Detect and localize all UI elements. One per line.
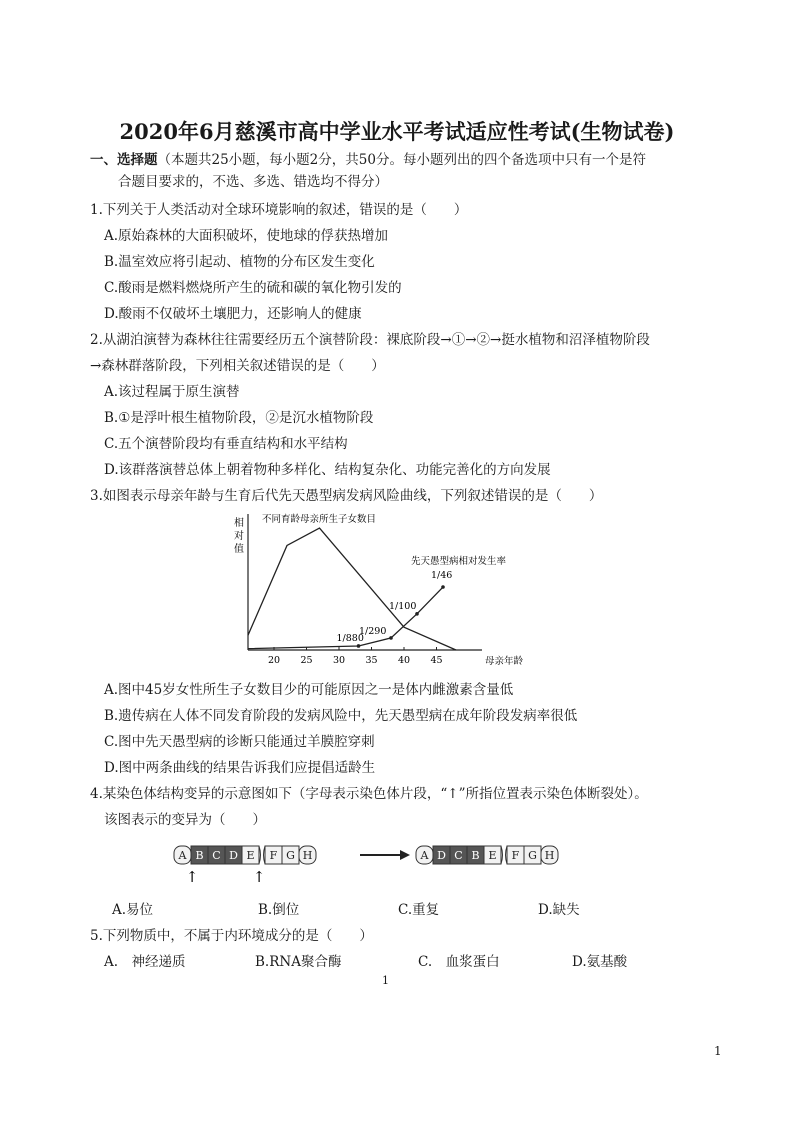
chromosome-segment-label: A [178,849,187,862]
centromere [259,846,265,864]
rate-annotation: 1/880 [336,632,364,644]
break-point-arrow-left: ↑ [185,868,199,886]
y-axis-label-char: 值 [234,544,244,555]
section-description-cont: 合题目要求的，不选、多选、错选均不得分） [118,174,388,190]
q4-stem: 4.某染色体结构变异的示意图如下（字母表示染色体片段，“↑”所指位置表示染色体断裂处）。 [90,786,648,802]
q3-option-a: A.图中45岁女性所生子女数目少的可能原因之一是体内雌激素含量低 [104,682,514,698]
q3-option-b: B.遗传病在人体不同发育阶段的发病风险中，先天愚型病在成年阶段发病率很低 [104,708,578,724]
q5-option-c: C. 血浆蛋白 [418,954,500,970]
chromosome-segment-label: G [286,849,295,862]
q4-stem-cont: 该图表示的变异为（ ） [104,812,266,828]
rate-annotation: 1/290 [359,625,387,637]
rate-data-point [415,612,419,616]
page-number-inner: 1 [382,974,389,987]
y-axis-label [234,516,244,555]
chromosome-segment-label: B [195,849,204,862]
rate-data-point [357,644,361,648]
q2-option-d: D.该群落演替总体上朝着物种多样化、结构复杂化、功能完善化的方向发展 [104,462,551,478]
chromosome-segment-label: G [528,849,537,862]
transform-arrow-head [400,850,410,860]
q2-stem: 2.从湖泊演替为森林往往需要经历五个演替阶段：裸底阶段→①→②→挺水植物和沼泽植物阶段 [90,332,650,348]
q1-option-b: B.温室效应将引起动、植物的分布区发生变化 [104,254,375,270]
x-tick-label: 30 [332,655,346,666]
series-children-count-label: 不同育龄母亲所生子女数目 [262,514,377,525]
q4-option-d: D.缺失 [538,902,580,918]
chromosome-segment-label: C [454,849,463,862]
q2-option-b: B.①是浮叶根生植物阶段，②是沉水植物阶段 [104,410,374,426]
section-description: （本题共25小题，每小题2分，共50分。每小题列出的四个备选项中只有一个是符 [157,152,646,168]
q5-stem: 5.下列物质中，不属于内环境成分的是（ ） [90,928,373,944]
section-heading: 一、选择题 [90,152,158,168]
q4-option-c: C.重复 [398,902,440,918]
chromosome-segment-label: H [544,849,555,862]
q4-option-b: B.倒位 [258,902,300,918]
age-risk-chart [228,508,528,673]
y-axis-label-char: 相 [234,518,244,529]
q3-option-c: C.图中先天愚型病的诊断只能通过羊膜腔穿刺 [104,734,375,750]
q5-option-d: D.氨基酸 [572,954,628,970]
chromosome-segment-label: C [212,849,221,862]
chromosome-segment-label: D [437,849,446,862]
rate-data-point [441,585,445,589]
q2-option-a: A.该过程属于原生演替 [104,384,240,400]
q1-stem: 1.下列关于人类活动对全球环境影响的叙述，错误的是（ ） [90,202,468,218]
chromosome-segment-label: H [302,849,313,862]
q3-option-d: D.图中两条曲线的结果告诉我们应提倡适龄生 [104,760,376,776]
section-heading-line [90,148,646,168]
chromosome-diagram [168,838,598,888]
q2-option-c: C.五个演替阶段均有垂直结构和水平结构 [104,436,348,452]
rate-annotation: 1/46 [431,570,453,582]
chromosome-segment-label: E [246,849,255,862]
transform-arrow [360,850,410,860]
y-axis-label-char: 对 [234,531,244,542]
series-children-count-line [248,528,456,650]
page-number-outer: 1 [714,1044,722,1058]
rate-data-point [389,636,393,640]
chromosome-after [416,846,558,864]
chromosome-segment-label: A [420,849,429,862]
centromere [501,846,507,864]
rate-annotation: 1/100 [389,600,417,612]
chromosome-segment-label: F [269,849,278,862]
chromosome-before [174,846,316,864]
break-point-arrow-right: ↑ [252,868,266,886]
q5-option-b: B.RNA聚合酶 [255,954,342,970]
chromosome-segment-label: B [471,849,480,862]
x-axis-label: 母亲年龄 [485,656,524,667]
chromosome-segment-label: F [511,849,520,862]
x-tick-label: 35 [365,655,378,666]
q4-option-a: A.易位 [112,902,154,918]
x-tick-label: 40 [397,655,411,666]
q1-option-c: C.酸雨是燃料燃烧所产生的硫和碳的氧化物引发的 [104,280,402,296]
x-tick-label: 45 [430,655,443,666]
q2-stem-cont: →森林群落阶段，下列相关叙述错误的是（ ） [90,358,385,374]
q1-option-a: A.原始森林的大面积破坏，使地球的俘获热增加 [104,228,389,244]
q3-stem: 3.如图表示母亲年龄与生育后代先天愚型病发病风险曲线，下列叙述错误的是（ ） [90,488,603,504]
series-down-syndrome-rate-label: 先天愚型病相对发生率 [411,556,507,568]
x-tick-label: 25 [300,655,313,666]
chromosome-segment-label: E [488,849,497,862]
q5-option-a: A. 神经递质 [104,954,186,970]
chromosome-segment-label: D [229,849,238,862]
page-title: 2020年6月慈溪市高中学业水平考试适应性考试(生物试卷) [119,119,675,144]
q1-option-d: D.酸雨不仅破坏土壤肥力，还影响人的健康 [104,306,362,322]
x-tick-label: 20 [267,655,281,666]
